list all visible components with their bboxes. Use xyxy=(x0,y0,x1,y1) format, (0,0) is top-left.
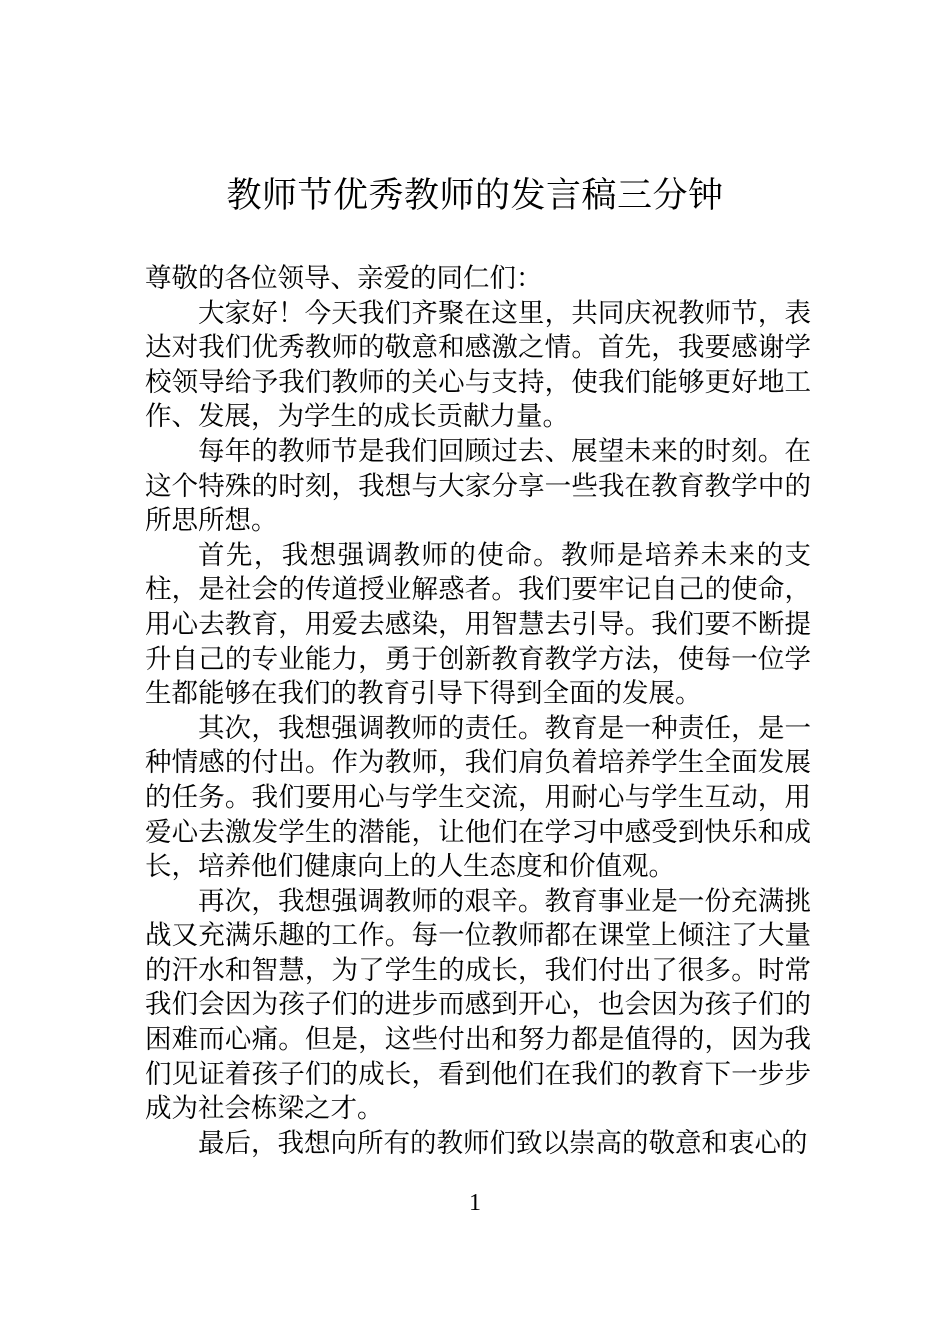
paragraph-4: 其次，我想强调教师的责任。教育是一种责任，是一种情感的付出。作为教师，我们肩负着培养学生全面发展的任务。我们要用心与学生交流，用耐心与学生互动，用爱心去激发学生的潜能，让他们在学习中感受到快乐和成长，培养他们健康向上的人生态度和价值观。 xyxy=(145,712,811,883)
paragraph-2: 每年的教师节是我们回顾过去、展望未来的时刻。在这个特殊的时刻，我想与大家分享一些我在教育教学中的所思所想。 xyxy=(145,435,811,537)
document-body xyxy=(145,262,811,1161)
paragraph-3: 首先，我想强调教师的使命。教师是培养未来的支柱，是社会的传道授业解惑者。我们要牢记自己的使命，用心去教育，用爱去感染，用智慧去引导。我们要不断提升自己的专业能力，勇于创新教育教学方法，使每一位学生都能够在我们的教育引导下得到全面的发展。 xyxy=(145,539,811,710)
salutation: 尊敬的各位领导、亲爱的同仁们： xyxy=(145,263,543,294)
paragraph-1: 大家好！今天我们齐聚在这里，共同庆祝教师节，表达对我们优秀教师的敬意和感激之情。首先，我要感谢学校领导给予我们教师的关心与支持，使我们能够更好地工作、发展，为学生的成长贡献力量。 xyxy=(145,297,811,433)
page-number: 1 xyxy=(469,1190,481,1216)
paragraph-5: 再次，我想强调教师的艰辛。教育事业是一份充满挑战又充满乐趣的工作。每一位教师都在课堂上倾注了大量的汗水和智慧，为了学生的成长，我们付出了很多。时常我们会因为孩子们的进步而感到开心，也会因为孩子们的困难而心痛。但是，这些付出和努力都是值得的，因为我们见证着孩子们的成长，看到他们在我们的教育下一步步成为社会栋梁之才。 xyxy=(145,885,811,1125)
document-title: 教师节优秀教师的发言稿三分钟 xyxy=(226,176,724,216)
paragraph-6: 最后，我想向所有的教师们致以崇高的敬意和衷心的 xyxy=(198,1127,808,1159)
